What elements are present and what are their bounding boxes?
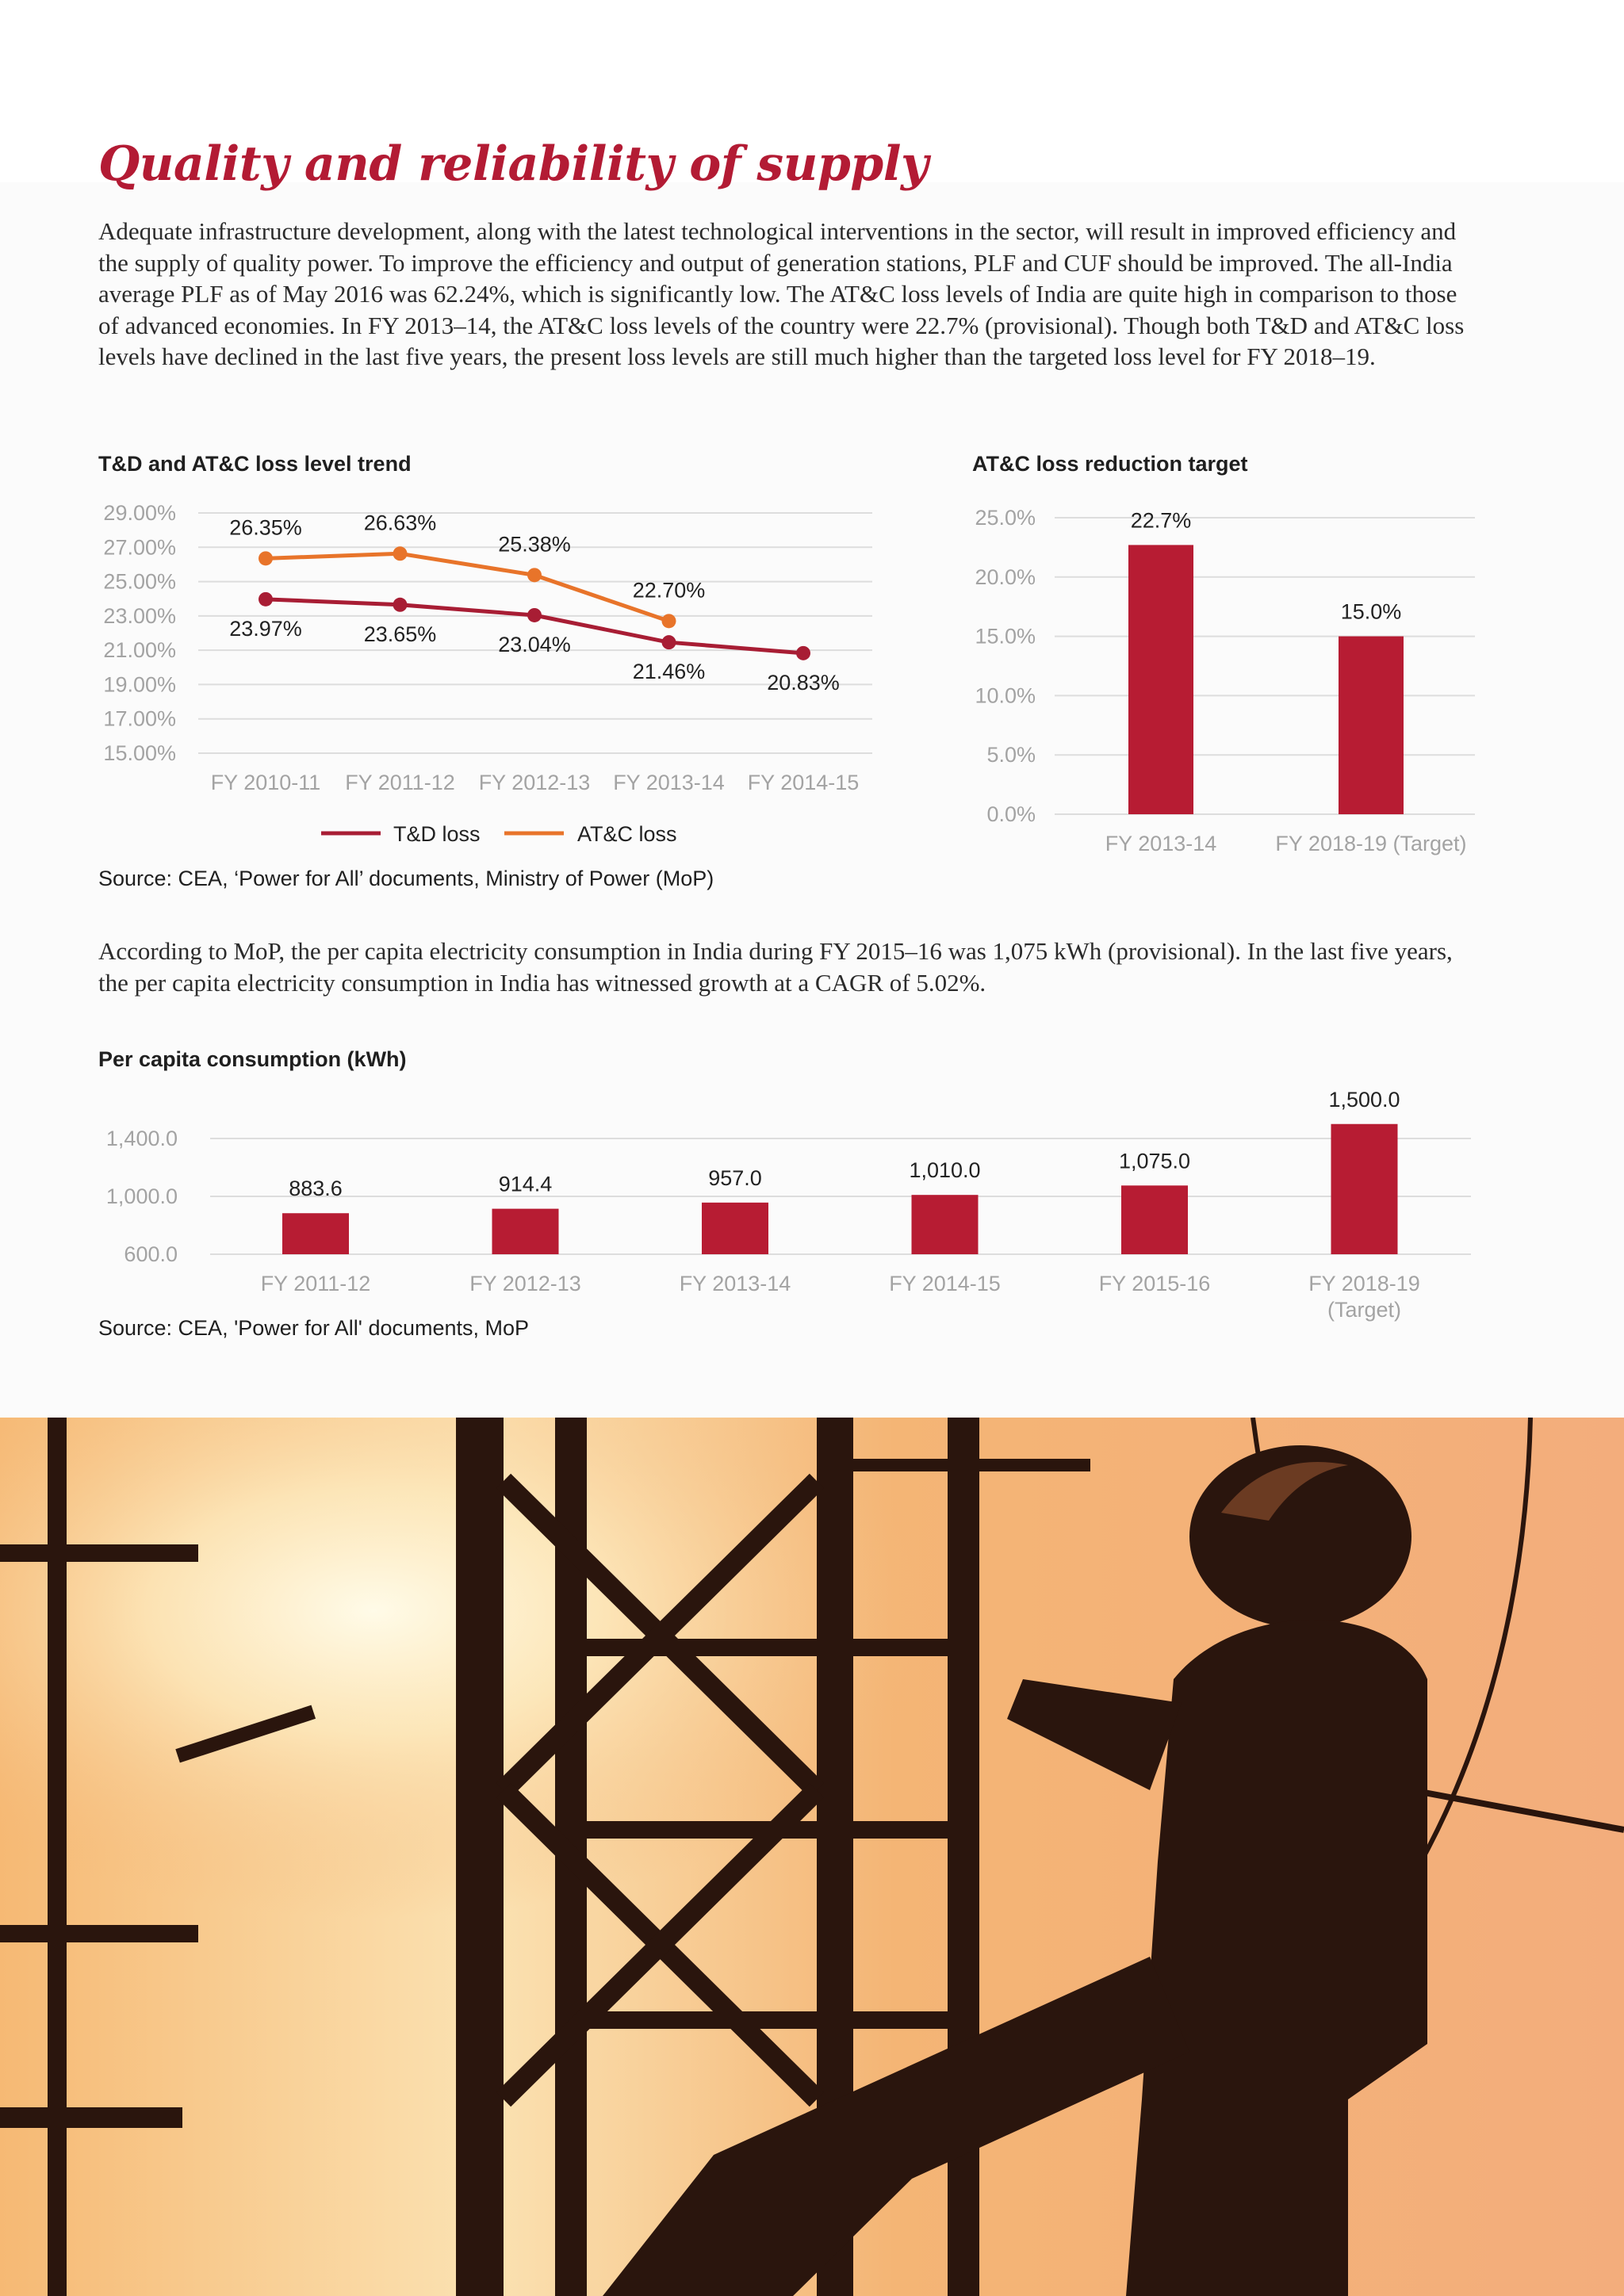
y-tick-label: 15.00% [103, 741, 176, 765]
y-tick-label: 1,000.0 [105, 1184, 178, 1208]
x-tick-label: FY 2011-12 [260, 1272, 371, 1295]
td-loss-point [796, 646, 810, 660]
bar [1121, 1185, 1188, 1254]
td-loss-point [259, 592, 273, 607]
x-tick-label: (Target) [1327, 1298, 1402, 1322]
td-loss-value-label: 23.97% [229, 616, 302, 641]
x-tick-label: FY 2010-11 [210, 771, 321, 794]
x-tick-label: FY 2014-15 [747, 771, 860, 794]
per-capita-chart-title: Per capita consumption (kWh) [98, 1047, 407, 1071]
intro-paragraph: Adequate infrastructure development, along with the latest technological interventions in the sector, will result in improved efficiency and the supply of quality power. To improve the efficiency and output of generation stations, PLF and CUF should be improved. The all-India average PLF as of May 2016 was 62.24%, which is significantly low. The AT&C loss levels of India are quite high in comparison to those of advanced economies. In FY 2013–14, the AT&C loss levels of the country were 22.7% (provisional). Though both T&D and AT&C loss levels have declined in the last five years, the present loss levels are still much higher than the targeted loss level for FY 2018–19. [98, 217, 1465, 370]
y-tick-label: 23.00% [103, 603, 176, 628]
bar [492, 1209, 559, 1254]
td-loss-value-label: 23.65% [363, 622, 437, 646]
bar [282, 1213, 349, 1254]
td-loss-point [393, 598, 408, 612]
y-tick-label: 21.00% [103, 638, 176, 663]
bar-value-label: 1,010.0 [909, 1158, 981, 1183]
y-tick-label: 15.0% [975, 624, 1036, 649]
y-tick-label: 1,400.0 [105, 1127, 178, 1150]
atc-loss-value-label: 26.35% [229, 515, 302, 540]
y-tick-label: 25.0% [975, 506, 1036, 530]
x-tick-label: FY 2014-15 [889, 1272, 1001, 1295]
bar-value-label: 883.6 [289, 1177, 343, 1201]
bar [1128, 545, 1193, 814]
bar [1339, 637, 1404, 814]
atc-loss-value-label: 26.63% [363, 511, 437, 535]
atc-loss-point [527, 568, 542, 582]
source-note-1: Source: CEA, ‘Power for All’ documents, Ministry of Power (MoP) [98, 867, 714, 890]
bar-value-label: 1,500.0 [1328, 1087, 1400, 1112]
loss-trend-chart-title: T&D and AT&C loss level trend [98, 452, 412, 476]
source-note-2: Source: CEA, 'Power for All' documents, MoP [98, 1316, 530, 1340]
td-loss-point [527, 608, 542, 622]
x-tick-label: FY 2012-13 [469, 1272, 581, 1295]
bar [912, 1195, 979, 1254]
atc-loss-point [259, 551, 273, 565]
atc-target-bar-chart [904, 476, 1624, 872]
y-tick-label: 29.00% [103, 501, 176, 525]
lineman-on-transmission-tower-photo [0, 1418, 1624, 2296]
x-tick-label: FY 2018-19 [1308, 1272, 1420, 1295]
x-tick-label: FY 2012-13 [478, 771, 591, 794]
bar [702, 1203, 768, 1254]
td-loss-value-label: 20.83% [767, 670, 840, 695]
td-loss-value-label: 23.04% [498, 632, 571, 656]
y-tick-label: 0.0% [986, 802, 1036, 826]
legend-label-atc-loss: AT&C loss [577, 822, 677, 846]
x-tick-label: FY 2013-14 [613, 771, 725, 794]
x-tick-label: FY 2018-19 (Target) [1275, 832, 1467, 855]
atc-loss-point [662, 614, 676, 628]
per-capita-bar-chart [0, 1078, 1624, 1332]
bar-value-label: 1,075.0 [1118, 1149, 1191, 1173]
td-loss-point [662, 635, 676, 649]
y-tick-label: 600.0 [124, 1242, 178, 1266]
y-tick-label: 5.0% [986, 743, 1036, 767]
loss-trend-line-chart [0, 476, 904, 856]
y-tick-label: 19.00% [103, 672, 176, 697]
y-tick-label: 27.00% [103, 535, 176, 560]
page-title: Quality and reliability of supply [98, 136, 929, 192]
td-loss-value-label: 21.46% [632, 660, 706, 684]
consumption-paragraph: According to MoP, the per capita electricity consumption in India during FY 2015–16 was 1,075 kWh (provisional). In the last five years, the per capita electricity consumption in India has witnessed growth at a CAGR of 5.02%. [98, 937, 1453, 997]
y-tick-label: 20.0% [975, 564, 1036, 589]
x-tick-label: FY 2011-12 [345, 771, 455, 794]
bar-value-label: 914.4 [498, 1172, 553, 1196]
y-tick-label: 10.0% [975, 683, 1036, 708]
bar-value-label: 957.0 [708, 1165, 762, 1190]
y-tick-label: 25.00% [103, 569, 176, 594]
atc-loss-point [393, 546, 408, 561]
bar [1331, 1124, 1398, 1254]
x-tick-label: FY 2013-14 [1105, 832, 1217, 855]
y-tick-label: 17.00% [103, 706, 176, 731]
bar-value-label: 22.7% [1130, 508, 1192, 533]
x-tick-label: FY 2013-14 [679, 1272, 791, 1295]
legend-label-td-loss: T&D loss [393, 822, 481, 846]
bar-value-label: 15.0% [1340, 599, 1402, 624]
atc-loss-value-label: 22.70% [632, 578, 706, 603]
atc-target-chart-title: AT&C loss reduction target [972, 452, 1248, 476]
atc-loss-value-label: 25.38% [498, 532, 571, 557]
x-tick-label: FY 2015-16 [1098, 1272, 1211, 1295]
